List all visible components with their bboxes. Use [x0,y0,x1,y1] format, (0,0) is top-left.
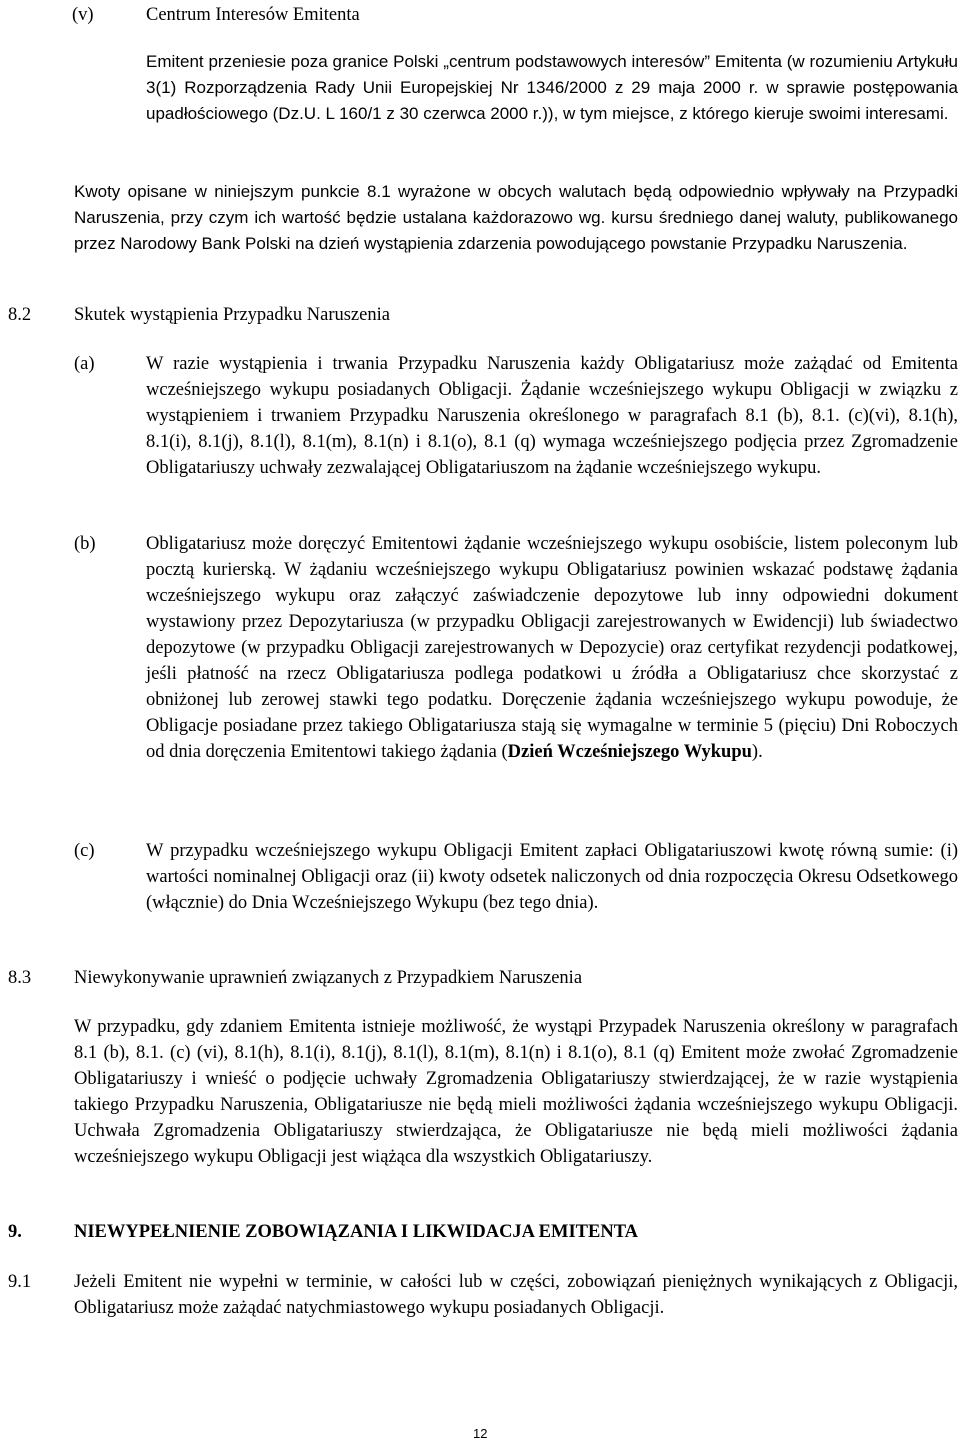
currency-note: Kwoty opisane w niniejszym punkcie 8.1 wyrażone w obcych walutach będą odpowiednio wpływały na Przypadki Naruszenia, przy czym ich wartość będzie ustalana każdorazowo wg. kursu średniego danej waluty, publikowanego przez Narodowy Bank Polski na dzień wystąpienia zdarzenia powodującego powstanie Przypadku Naruszenia. [74,182,958,253]
item-c-label: (c) [74,841,95,861]
item-v-label: (v) [72,5,94,25]
item-b-label: (b) [74,534,96,554]
item-b-text-end: ). [751,742,763,762]
item-c-text: W przypadku wcześniejszego wykupu Obligacji Emitent zapłaci Obligatariuszowi kwotę równą sumie: (i) wartości nominalnej Obligacji oraz (ii) kwoty odsetek naliczonych od dnia rozpoczęcia Okresu Odsetkowego (włącznie) do Dnia Wcześniejszego Wykupu (bez tego dnia). [146,841,958,913]
item-a-text: W razie wystąpienia i trwania Przypadku Naruszenia każdy Obligatariusz może zażądać od Emitenta wcześniejszego wykupu posiadanych Obligacji. Żądanie wcześniejszego wykupu Obligacji w związku z wystąpieniem i trwaniem Przypadku Naruszenia określonego w paragrafach 8.1 (b), 8.1. (c)(vi), 8.1(h), 8.1(i), 8.1(j), 8.1(l), 8.1(m), 8.1(n) i 8.1(o), 8.1 (q) wymaga wcześniejszego podjęcia przez Zgromadzenie Obligatariuszy uchwały zezwalającej Obligatariuszom na żądanie wcześniejszego wykupu. [146,354,958,478]
item-v-title: Centrum Interesów Emitenta [146,5,360,25]
section-9-1-number: 9.1 [8,1272,32,1292]
item-v-text: Emitent przeniesie poza granice Polski „centrum podstawowych interesów” Emitenta (w rozumieniu Artykułu 3(1) Rozporządzenia Rady Unii Europejskiej Nr 1346/2000 z 29 maja 2000 r. w sprawie postępowania upadłościowego (Dz.U. L 160/1 z 30 czerwca 2000 r.)), w tym miejsce, z którego kieruje swoimi interesami. [146,52,958,123]
item-a-label: (a) [74,354,95,374]
item-b-defined-term: Dzień Wcześniejszego Wykupu [507,742,752,762]
section-8-2-number: 8.2 [8,305,32,325]
item-b-text: Obligatariusz może doręczyć Emitentowi żądanie wcześniejszego wykupu osobiście, listem poleconym lub pocztą kurierską. W żądaniu wcześniejszego wykupu Obligatariusz powinien wskazać podstawę żądania wcześniejszego wykupu oraz załączyć zaświadczenie depozytowe lub inny odpowiedni dokument wystawiony przez Depozytariusza (w przypadku Obligacji zarejestrowanych w Ewidencji) lub świadectwo depozytowe (w przypadku Obligacji zarejestrowanych w Depozycie) oraz certyfikat rezydencji podatkowej, jeśli płatność na rzecz Obligatariusza podlega podatkowi u źródła a Obligatariusz chce skorzystać z obniżonej lub zerowej stawki tego podatku. Doręczenie żądania wcześniejszego wykupu powoduje, że Obligacje posiadane przez takiego Obligatariusza stają się wymagalne w terminie 5 (pięciu) Dni Roboczych od dnia doręczenia Emitentowi takiego żądania ( [146,534,958,762]
page-number: 12 [473,1426,488,1441]
section-9-number: 9. [8,1222,22,1242]
item-b-paragraph [146,531,958,765]
section-8-3-text: W przypadku, gdy zdaniem Emitenta istnieje możliwość, że wystąpi Przypadek Naruszenia określony w paragrafach 8.1 (b), 8.1. (c) (vi), 8.1(h), 8.1(i), 8.1(j), 8.1(l), 8.1(m), 8.1(n) i 8.1(o), 8.1 (q) Emitent może zwołać Zgromadzenie Obligatariuszy i wnieść o podjęcie uchwały Zgromadzenia Obligatariuszy stwierdzającej, że w razie wystąpienia takiego Przypadku Naruszenia, Obligatariusze nie będą mieli możliwości żądania wcześniejszego wykupu Obligacji. Uchwała Zgromadzenia Obligatariuszy stwierdzająca, że Obligatariusze nie będą mieli możliwości żądania wcześniejszego wykupu Obligacji jest wiążąca dla wszystkich Obligatariuszy. [74,1017,958,1167]
section-8-2-title: Skutek wystąpienia Przypadku Naruszenia [74,305,390,325]
section-8-3-title: Niewykonywanie uprawnień związanych z Przypadkiem Naruszenia [74,968,583,988]
section-9-title: NIEWYPEŁNIENIE ZOBOWIĄZANIA I LIKWIDACJA EMITENTA [74,1222,639,1242]
section-8-3-number: 8.3 [8,968,32,988]
section-9-1-text: Jeżeli Emitent nie wypełni w terminie, w całości lub w części, zobowiązań pieniężnych wynikających z Obligacji, Obligatariusz może zażądać natychmiastowego wykupu posiadanych Obligacji. [74,1272,958,1318]
